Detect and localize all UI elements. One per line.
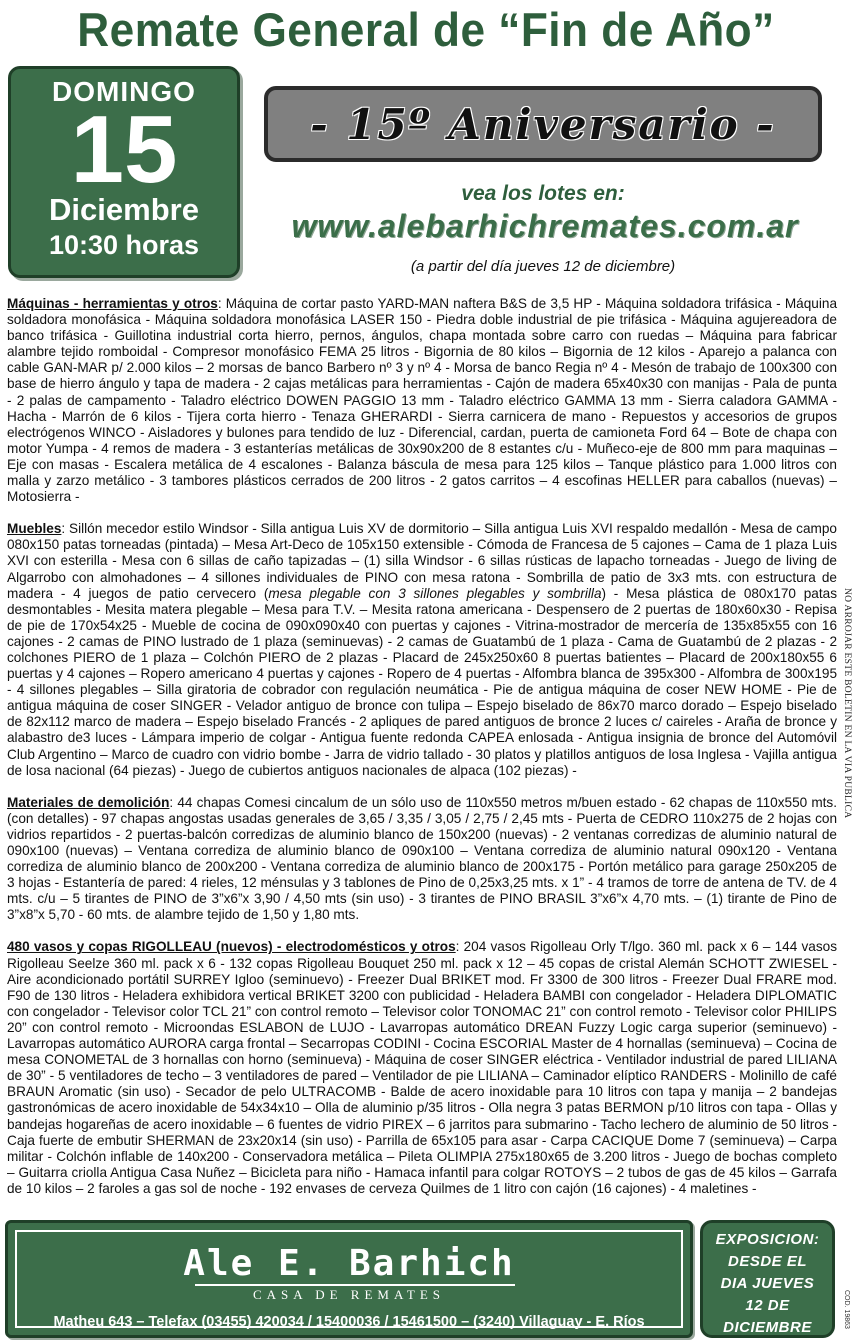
exposition-line: DIA JUEVES — [720, 1275, 815, 1292]
section-text: ) - Mesa plástica de 080x170 patas desmontables - Mesita matera plegable – Mesa para T.V. – Mesita ratona americana - Despensero de 2 puertas de 180x60x30 - Repisa de pie de 170x54x25 - Mueble de cocina de 090x090x40 con puertas y cajones - Vitrina-mostrador de mercería de 135x85x55 con 16 cajones - 2 camas de PINO lustrado de 1 plaza (seminuevas) - 2 camas de Guatambú de 1 plaza - Cama de Guatambú de 2 plazas - 2 colchones PIERO de 1 plaza – Colchón PIERO de 2 plazas - Placard de 245x250x60 8 puertas batientes – Placard de 200x180x55 6 puertas y 4 cajones – Ropero americano 4 puertas y cajones - Ropero de 4 puertas - Alfombra blanca de 395x300 - Alfombra de 300x195 - 4 sillones plegables – Silla giratoria de cobrador con regulación neumática - Pie de antigua máquina de coser NEW HOME - Pie de antigua máquina de coser SINGER - Velador antiguo de bronce con tulipa – Espejo biselado de 86x70 marco dorado – Espejo biselado de 82x112 marco de madera – Espejo biselado Francés - 2 apliques de pared antiguos de bronce 2 luces c/ caireles - Araña de bronce y alabastro de3 luces - Lámpara imperio de colgar - Antigua fuente redonda CAPEA enlosada - Antigua insignia de bronce del Automóvil Club Argentino – Marco de cuadro con vidrio bombe - Jarra de vidrio tallado - 30 platos y platillos antiguos de losa Inglesa - Vajilla antigua de losa nacional (64 piezas) - Juego de cubiertos antiguos nacionales de alpaca (102 piezas) - — [7, 585, 837, 778]
footer-box — [5, 1220, 693, 1338]
print-code: COD. 19863 — [843, 1290, 850, 1329]
lots-content — [7, 296, 837, 1213]
date-time: 10:30 horas — [48, 230, 200, 260]
section-glasses — [7, 939, 837, 1197]
page-title: Remate General de “Fin de Año” — [77, 3, 775, 56]
date-day: DOMINGO — [52, 76, 196, 107]
section-heading: 480 vasos y copas RIGOLLEAU (nuevos) - electrodomésticos y otros — [7, 939, 456, 955]
section-heading: Materiales de demolición — [7, 794, 170, 810]
see-lots-label: vea los lotes en: — [461, 182, 625, 205]
address-line: Matheu 643 – Telefax (03455) 420034 / 15400036 / 15461500 – (3240) Villaguay - E. Ríos — [53, 1314, 645, 1330]
section-heading: Muebles — [7, 521, 62, 537]
anniversary-text: - 15º Aniversario - — [310, 99, 776, 149]
section-text-italic: mesa plegable con 3 sillones plegables y sombrilla — [268, 585, 602, 601]
from-date-note: (a partir del día jueves 12 de diciembre) — [410, 258, 676, 275]
date-box — [8, 66, 240, 278]
exposition-line: DESDE EL — [727, 1253, 807, 1270]
side-note: NO ARROJAR ESTE BOLETIN EN LA VIA PUBLICA — [842, 588, 852, 819]
exposition-line: EXPOSICION: — [715, 1231, 820, 1248]
brand-name: Ale E. Barhich — [183, 1243, 515, 1284]
section-text: : Máquina de cortar pasto YARD-MAN naftera B&S de 3,5 HP - Máquina soldadora trifásica - Máquina soldadora monofásica - Máquina soldadora monofásica LASER 150 - Piedra doble industrial de pie trifásica - Máquina agujereadora de banco trifásica - Guillotina industrial corta hierro, pernos, ángulos, chapa montada sobre carro con ruedas – Máquina para fabricar alambre tejido romboidal - Compresor monofásico FEMA 25 litros - Bigornia de 80 kilos – Bigornia de 12 kilos - Aparejo a palanca con cable GAN-MAR p/ 2.000 kilos – 2 morsas de banco Barbero nº 3 y nº 4 - Morsa de banco Regia nº 4 - Mesón de trabajo de 100x300 con base de hierro ángulo y tapa de madera - 2 cajas metálicas para herramientas - Cajón de madera 65x40x30 con manijas - Pala de punta - 2 palas de campamento - Taladro eléctrico DOWEN PAGGIO 13 mm - Taladro eléctrico GAMMA 13 mm - Sierra caladora GAMMA - Hacha - Marrón de 6 kilos - Tijera corta hierro - Tenaza GHERARDI - Sierra carnicera de mano - Repuestos y accesorios de grupos electrógenos WINCO - Aisladores y bulones para tendido de luz - Diferencial, cardan, puerta de camioneta Ford 64 – Bote de chapa con motor Yumpa - 4 remos de madera - 3 estanterías metálicas de 30x90x200 de 8 estantes c/u - Muñeco-eje de 800 mm para maquinas – Eje con masas - Escalera metálica de 4 escalones - Balanza báscula de mesa para 125 kilos – Tanque plástico para 1.000 litros con malla y zarzo metálico - 3 tambores plásticos cerrados de 200 litros - 2 gatos carritos – 4 escofinas HELLER para caballos (nuevas) – Motosierra - — [7, 296, 837, 505]
website-link[interactable]: www.alebarhichremates.com.ar — [291, 208, 799, 244]
footer-frame — [15, 1230, 683, 1328]
brand-divider — [195, 1284, 515, 1286]
section-heading: Máquinas - herramientas y otros — [7, 296, 218, 311]
date-month: Diciembre — [49, 192, 199, 227]
exposition-line: 12 DE — [745, 1297, 790, 1314]
section-text: : Sillón mecedor estilo Windsor - Silla antigua Luis XV de dormitorio – Silla antigua Luis XVI respaldo medallón - Mesa de campo 080x150 patas torneadas (pintada) – Mesa Art-Deco de 105x150 extensible - Cómoda de Francesa de 5 cajones – Cama de 1 plaza Luis XVI con esterilla - Mesa con 6 sillas de caño tapizadas – (1) silla Windsor - 6 sillas rústicas de lapacho torneadas - Juego de living de Algarrobo con almohadones – 4 sillones individuales de PINO con mesa ratona - Sombrilla de patio de 3x3 mts. con estructura de madera - 4 juegos de patio cervecero ( — [7, 521, 837, 601]
anniversary-banner — [264, 86, 822, 162]
exposition-line: DICIEMBRE — [723, 1319, 812, 1336]
section-text: : 204 vasos Rigolleau Orly T/lgo. 360 ml. pack x 6 – 144 vasos Rigolleau Seelze 360 ml. pack x 6 - 132 copas Rigolleau Bouquet 250 ml. pack x 12 – 45 copas de cristal Alemán SCHOTT ZWIESEL - Aire acondicionado portátil SURREY Igloo (seminuevo) - Freezer Dual BRIKET mod. Fr 3300 de 300 litros - Freezer Dual FRARE mod. F90 de 130 litros - Heladera exhibidora vertical BRIKET 3200 con publicidad - Heladera BAMBI con congelador - Heladera DIPLOMATIC con congelador - Televisor color TCL 21” con control remoto – Televisor color TONOMAC 21” con control remoto - Televisor color PHILIPS 20” con control remoto - Microondas ESLABON de LUJO - Lavarropas automático DREAN Fuzzy Logic carga superior (seminuevo) - Lavarropas automático AURORA carga frontal – Secarropas CODINI - Cocina ESCORIAL Master de 4 hornallas (seminueva) – Cocina de mesa CONOMETAL de 3 hornallas con horno (seminueva) - Máquina de coser SINGER eléctrica - Ventilador industrial de pared LILIANA de 30” - 5 ventiladores de techo – 3 ventiladores de pared – Ventilador de pie LILIANA – Caminador elíptico RANDERS - Molinillo de café BRAUN Aromatic (sin uso) - Secador de pelo ULTRACOMB - Balde de acero inoxidable para 10 litros con tapa y manija – 2 bandejas gastronómicas de acero inoxidable de 54x34x10 – Olla de aluminio p/35 litros - Olla negra 3 patas BERMON p/10 litros con tapa - Ollas y bandejas hogareñas de acero inoxidable – 6 fuentes de vidrio PIREX – 6 jarritos para submarino - Tacho lechero de aluminio de 50 litros - Caja fuerte de embutir SHERMAN de 23x20x14 (sin uso) - Parrilla de 65x105 para asar - Carpa CACIQUE Dome 7 (seminueva) – Carpa militar - Colchón inflable de 140x200 - Conservadora metálica – Pileta OLIMPIA 275x180x65 de 3.200 litros - Juego de bochas completo – Guitarra criolla Antigua Casa Nuñez – Bicicleta para niño - Hamaca infantil para colgar ROTOYS – 2 tubos de gas de 45 kilos – Garrafa de 10 kilos – 2 faroles a gas sol de noche - 192 envases de cerveza Quilmes de 1 litro con cajón (16 cajones) - 4 maletines - — [7, 939, 837, 1196]
section-furniture — [7, 521, 837, 779]
section-demolition — [7, 795, 837, 924]
brand-subtitle: CASA DE REMATES — [252, 1287, 446, 1302]
date-number: 15 — [70, 96, 178, 203]
section-machines — [7, 296, 837, 505]
section-text: : 44 chapas Comesi cincalum de un sólo uso de 110x550 metros m/buen estado - 62 chapas de 110x550 mts. (con detalles) - 97 chapas angostas usadas generales de 3,65 / 3,35 / 3,05 / 2,75 / 2,45 mts - Puerta de CEDRO 110x275 de 2 hojas con vidrios repartidos - 2 puertas-balcón corredizas de aluminio blanco de 150x200 (nuevas) - 2 ventanas corredizas de aluminio natural de 090x100 (nuevas) – Ventana corrediza de aluminio blanco de 090x100 – Ventana corrediza de aluminio natural 090x120 - Ventana corrediza de aluminio blanco de 200x200 - Ventana corrediza de aluminio blanco de 200x175 - Portón metálico para garage 250x205 de 3 hojas - Estantería de pared: 4 rieles, 12 ménsulas y 3 tablones de Pino de 0,25x3,25 mts. x 1” - 4 tramos de torre de antena de TV. de 4 mts. c/u – 5 tirantes de PINO de 3”x6”x 3,90 / 4,50 mts (sin uso) - 3 tirantes de PINO BRASIL 3”x6”x 4,70 mts. – (1) tirante de Pino de 3”x8”x 5,70 - 60 mts. de alambre tejido de 1,50 y 1,80 mts. — [7, 794, 838, 923]
exposition-box — [700, 1220, 835, 1338]
